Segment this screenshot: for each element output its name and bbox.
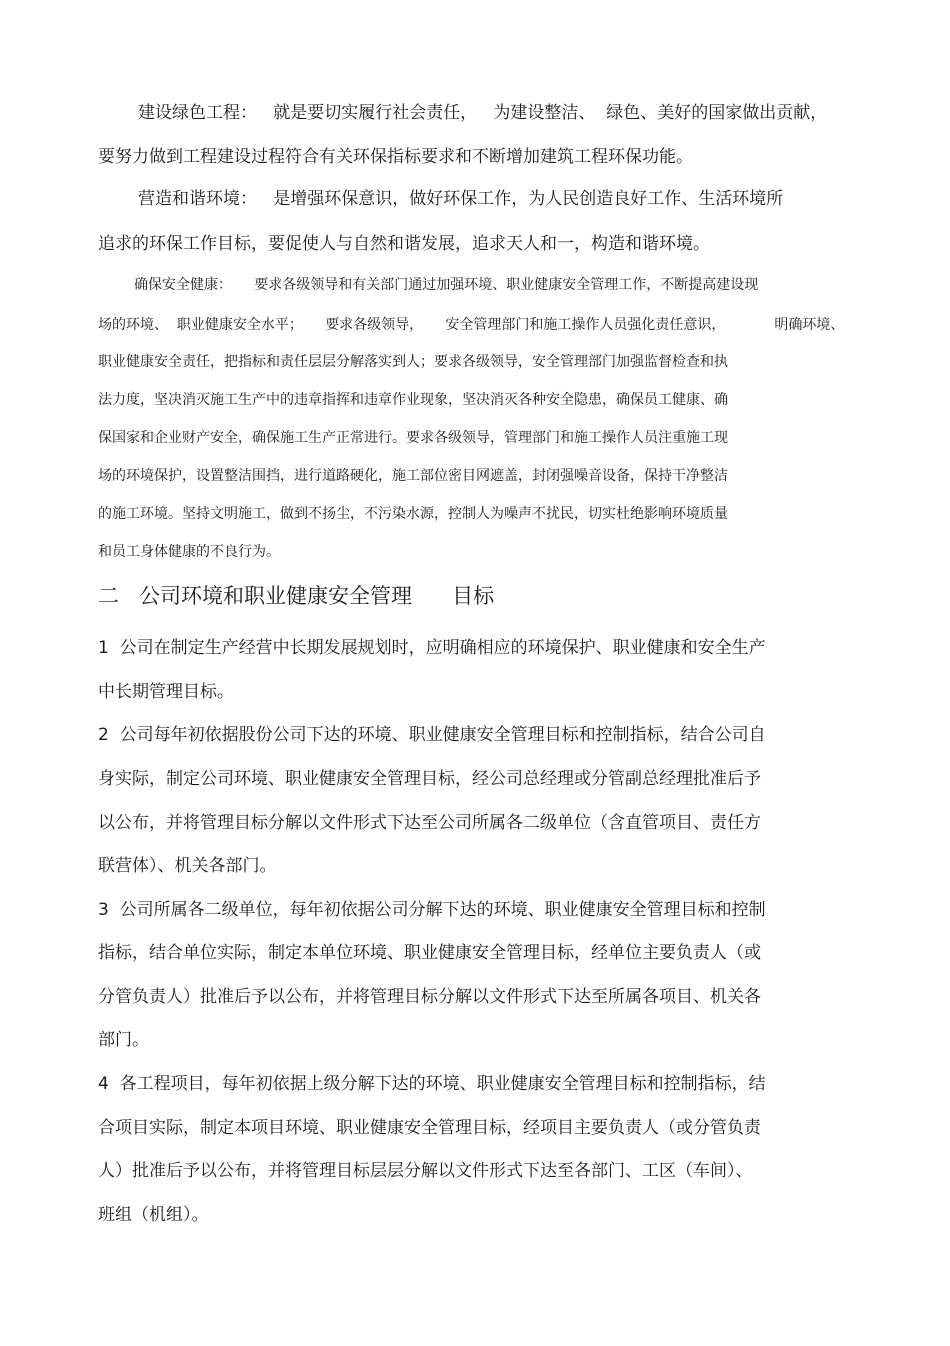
text-line: 场的环境保护，设置整洁围挡，进行道路硬化，施工部位密目网遮盖，封闭强噪音设备，保持干净整洁 bbox=[98, 468, 728, 484]
text-line: 班组（机组）。 bbox=[98, 1205, 209, 1225]
text-line: 职业健康安全责任，把指标和责任层层分解落实到人；要求各级领导，安全管理部门加强监督检查和执 bbox=[98, 354, 728, 370]
text-line: 部门。 bbox=[98, 1030, 149, 1050]
text-line: 场的环境、 职业健康安全水平； 要求各级领导， 安全管理部门和施工操作人员强化责任意识， 明确环境、 bbox=[98, 317, 845, 333]
text-line: 和员工身体健康的不良行为。 bbox=[98, 544, 280, 560]
text-line: 追求的环保工作目标，要促使人与自然和谐发展，追求天人和一，构造和谐环境。 bbox=[98, 234, 710, 254]
text-line: 合项目实际，制定本项目环境、职业健康安全管理目标，经项目主要负责人（或分管负责 bbox=[98, 1118, 761, 1138]
text-line: 指标，结合单位实际，制定本单位环境、职业健康安全管理目标，经单位主要负责人（或 bbox=[98, 943, 761, 963]
text-line: 3 公司所属各二级单位，每年初依据公司分解下达的环境、职业健康安全管理目标和控制 bbox=[98, 900, 766, 920]
text-line: 人）批准后予以公布，并将管理目标层层分解以文件形式下达至各部门、工区（车间）、 bbox=[98, 1161, 753, 1181]
text-line: 营造和谐环境： 是增强环保意识，做好环保工作，为人民创造良好工作、生活环境所 bbox=[138, 189, 784, 209]
text-line: 中长期管理目标。 bbox=[98, 682, 234, 702]
text-line: 2 公司每年初依据股份公司下达的环境、职业健康安全管理目标和控制指标，结合公司自 bbox=[98, 725, 766, 745]
text-line: 联营体）、机关各部门。 bbox=[98, 856, 277, 876]
text-line: 分管负责人）批准后予以公布，并将管理目标分解以文件形式下达至所属各项目、机关各 bbox=[98, 987, 761, 1007]
text-line: 的施工环境。坚持文明施工，做到不扬尘，不污染水源，控制人为噪声不扰民，切实杜绝影响环境质量 bbox=[98, 506, 728, 522]
text-line: 保国家和企业财产安全，确保施工生产正常进行。要求各级领导，管理部门和施工操作人员注重施工现 bbox=[98, 430, 728, 446]
text-line: 1 公司在制定生产经营中长期发展规划时，应明确相应的环境保护、职业健康和安全生产 bbox=[98, 638, 766, 658]
text-line: 以公布，并将管理目标分解以文件形式下达至公司所属各二级单位（含直管项目、责任方 bbox=[98, 813, 761, 833]
text-line: 确保安全健康： 要求各级领导和有关部门通过加强环境、职业健康安全管理工作，不断提高建设现 bbox=[134, 277, 759, 293]
text-line: 4 各工程项目，每年初依据上级分解下达的环境、职业健康安全管理目标和控制指标，结 bbox=[98, 1074, 766, 1094]
text-line: 法力度，坚决消灭施工生产中的违章指挥和违章作业现象，坚决消灭各种安全隐患，确保员工健康、确 bbox=[98, 392, 728, 408]
text-line: 要努力做到工程建设过程符合有关环保指标要求和不断增加建筑工程环保功能。 bbox=[98, 147, 693, 167]
text-line: 建设绿色工程： 就是要切实履行社会责任， 为建设整洁、 绿色、美好的国家做出贡献， bbox=[138, 103, 828, 123]
text-line: 身实际，制定公司环境、职业健康安全管理目标，经公司总经理或分管副总经理批准后予 bbox=[98, 769, 761, 789]
section-heading: 二 公司环境和职业健康安全管理 目标 bbox=[98, 584, 495, 608]
